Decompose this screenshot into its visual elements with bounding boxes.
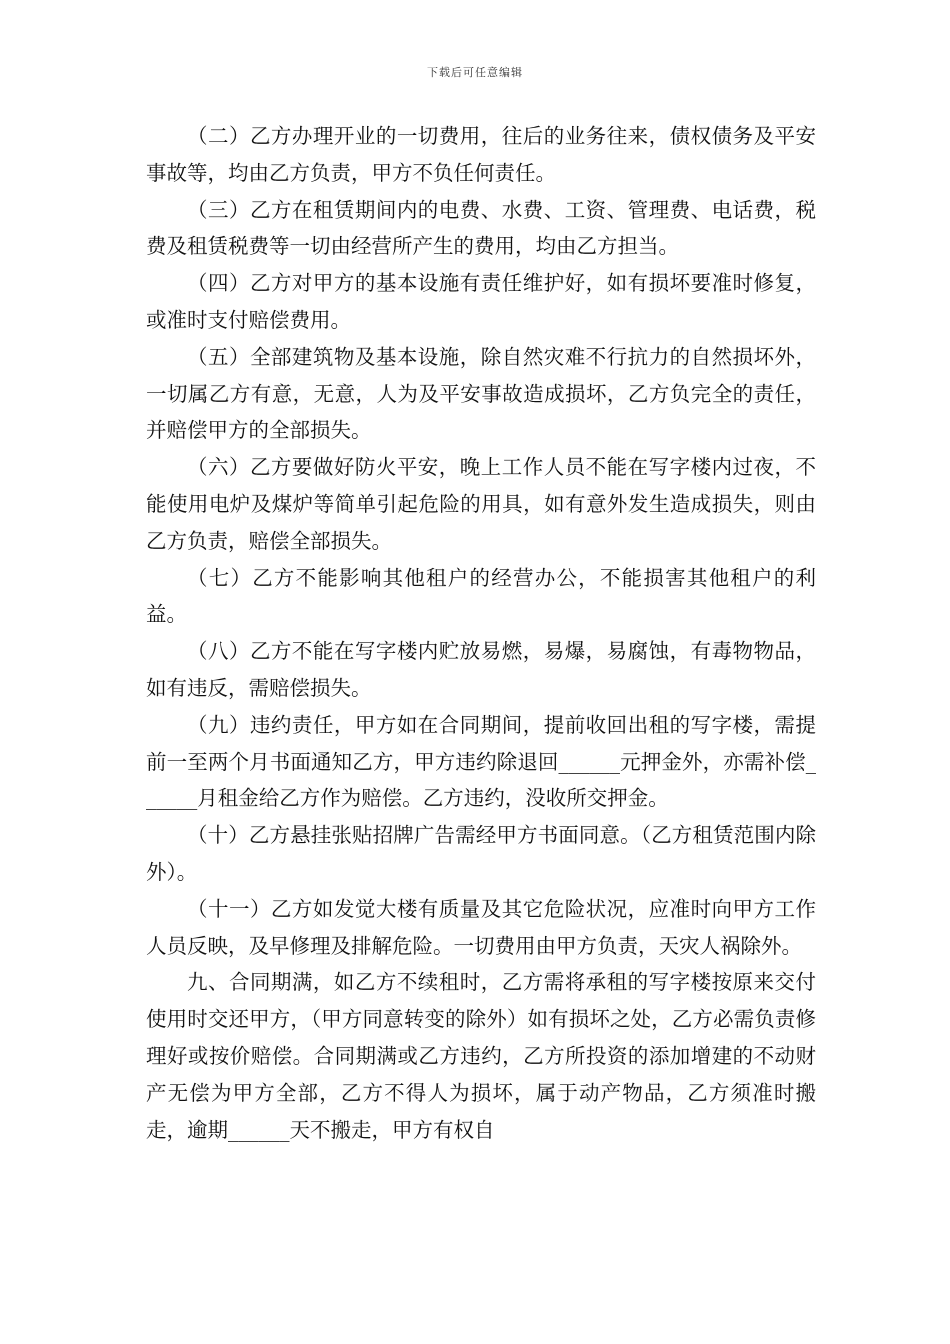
clause-4: （四）乙方对甲方的基本设施有责任维护好，如有损坏要准时修复，或准时支付赔偿费用。 [146,271,816,332]
clause-10: （十）乙方悬挂张贴招牌广告需经甲方书面同意。（乙方租赁范围内除外）。 [146,823,816,884]
document-body [146,118,816,1148]
clause-6: （六）乙方要做好防火平安，晚上工作人员不能在写字楼内过夜，不能使用电炉及煤炉等简单引起危险的用具，如有意外发生造成损失，则由乙方负责，赔偿全部损失。 [146,455,816,553]
section-9-expiry: 九、合同期满，如乙方不续租时，乙方需将承租的写字楼按原来交付使用时交还甲方，（甲方同意转变的除外）如有损坏之处，乙方必需负责修理好或按价赔偿。合同期满或乙方违约，乙方所投资的添加增建的不动财产无偿为甲方全部，乙方不得人为损坏，属于动产物品，乙方须准时搬走，逾期______天不搬走，甲方有权自 [146,970,816,1142]
clause-2: （二）乙方办理开业的一切费用，往后的业务往来，债权债务及平安事故等，均由乙方负责，甲方不负任何责任。 [146,124,816,185]
clause-11: （十一）乙方如发觉大楼有质量及其它危险状况，应准时向甲方工作人员反映，及早修理及排解危险。一切费用由甲方负责，天灾人祸除外。 [146,896,816,958]
clause-7: （七）乙方不能影响其他租户的经营办公，不能损害其他租户的利益。 [146,565,816,627]
clause-9-breach: （九）违约责任，甲方如在合同期间，提前收回出租的写字楼，需提前一至两个月书面通知乙方，甲方违约除退回______元押金外，亦需补偿______月租金给乙方作为赔偿。乙方违约，没收所交押金。 [146,712,816,811]
clause-8: （八）乙方不能在写字楼内贮放易燃，易爆，易腐蚀，有毒物物品，如有违反，需赔偿损失。 [146,639,816,700]
page-header: 下载后可任意编辑 [427,66,523,79]
clause-5: （五）全部建筑物及基本设施，除自然灾难不行抗力的自然损坏外，一切属乙方有意，无意，人为及平安事故造成损坏，乙方负完全的责任，并赔偿甲方的全部损失。 [146,344,816,443]
clause-3: （三）乙方在租赁期间内的电费、水费、工资、管理费、电话费，税费及租赁税费等一切由经营所产生的费用，均由乙方担当。 [146,197,816,259]
